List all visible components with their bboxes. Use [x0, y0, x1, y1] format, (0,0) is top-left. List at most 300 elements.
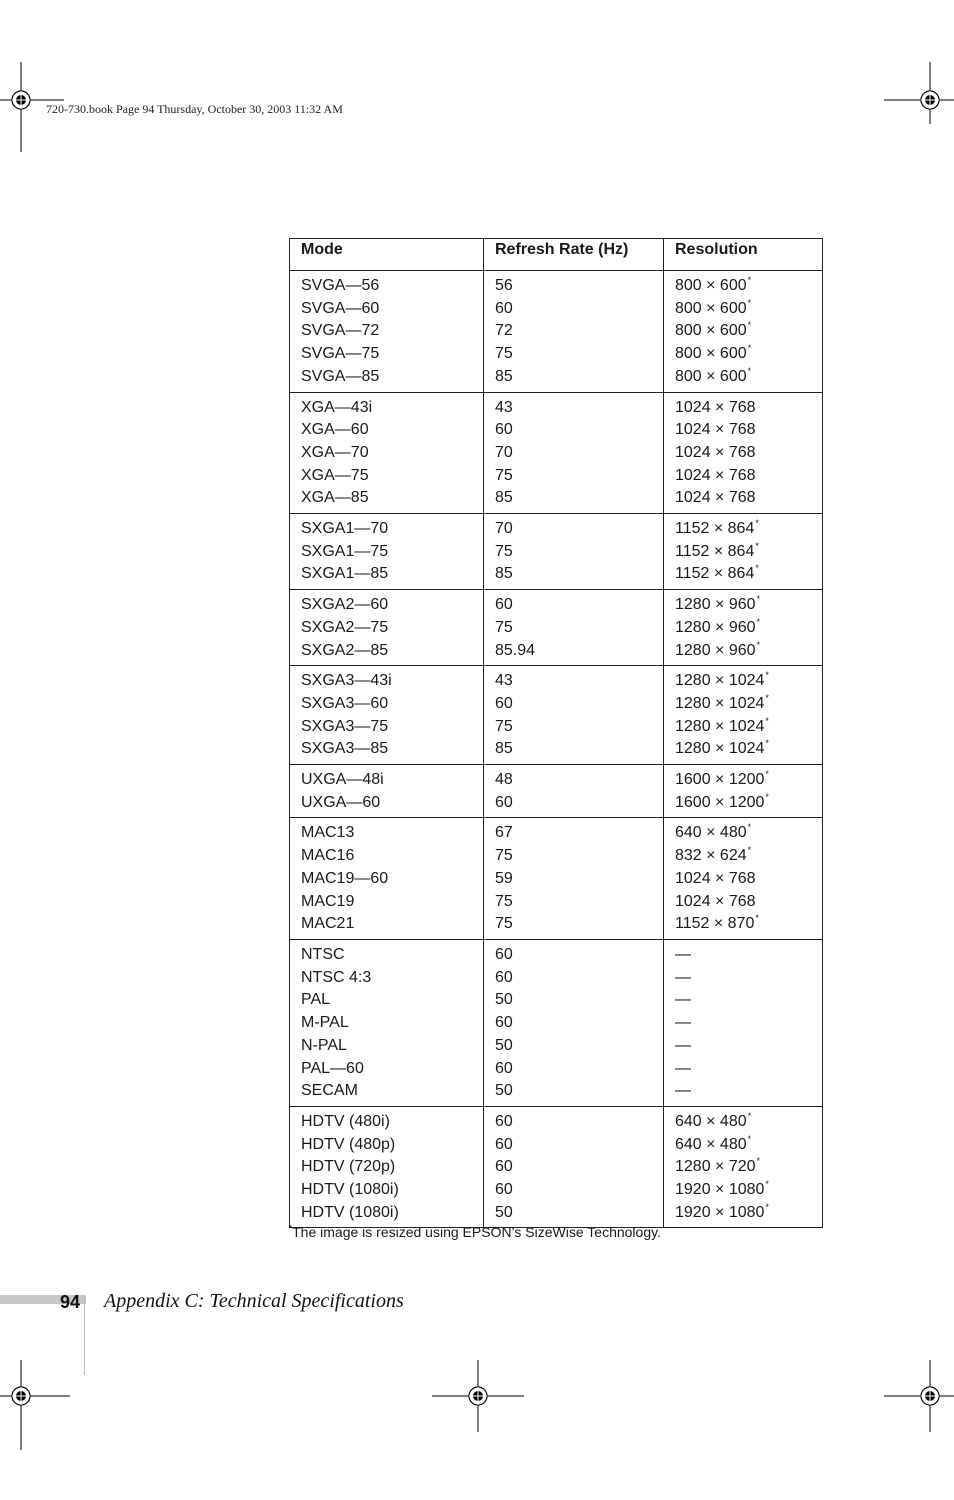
refresh-rate-value [495, 693, 657, 716]
resolution-text: 1280 × 1024 [675, 672, 765, 690]
mode-value [301, 1035, 477, 1058]
table-body [290, 271, 823, 1228]
refresh-rate-text: 85 [495, 740, 513, 758]
mode-text: SXGA3—60 [301, 694, 389, 712]
refresh-rate-text: 50 [495, 991, 513, 1009]
mode-text: SXGA1—70 [301, 520, 389, 538]
refresh-rate-value [495, 465, 657, 488]
resolution-cell [664, 666, 823, 765]
refresh-rate-text: 72 [495, 322, 513, 340]
sizewise-asterisk: * [747, 365, 752, 376]
mode-text: XGA—43i [301, 398, 373, 416]
mode-value [301, 670, 477, 693]
resolution-value [675, 298, 816, 321]
mode-value [301, 1134, 477, 1157]
sizewise-asterisk: * [765, 670, 769, 681]
sizewise-asterisk: * [747, 297, 752, 308]
sizewise-asterisk: * [756, 1156, 761, 1167]
mode-text: SXGA2—60 [301, 596, 389, 614]
table-row [290, 818, 823, 940]
mode-text: SXGA3—85 [301, 740, 389, 758]
resolution-text: 1152 × 864 [675, 542, 755, 560]
sizewise-asterisk: * [755, 540, 759, 551]
sizewise-asterisk: * [765, 738, 769, 749]
resolution-cell [664, 765, 823, 818]
refresh-rate-value [495, 738, 657, 761]
mode-text: SVGA—56 [301, 277, 380, 294]
mode-value [301, 868, 477, 891]
resolution-value [675, 822, 816, 845]
resolution-text: 1920 × 1080 [675, 1203, 765, 1221]
mode-cell [290, 1106, 484, 1228]
mode-text: SXGA3—75 [301, 717, 389, 735]
resolution-value [675, 769, 816, 792]
mode-text: NTSC [301, 945, 345, 963]
resolution-text: 1024 × 768 [675, 466, 756, 484]
refresh-rate-text: 85 [495, 489, 513, 507]
header-refresh-rate: Refresh Rate (Hz) [484, 239, 664, 271]
refresh-rate-value [495, 397, 657, 420]
resolution-text: 1280 × 1024 [675, 694, 765, 712]
resolution-value [675, 518, 816, 541]
resolution-cell [664, 514, 823, 590]
resolution-text: — [675, 1059, 691, 1077]
refresh-rate-value [495, 1179, 657, 1202]
resolution-text: 1152 × 864 [675, 565, 755, 583]
resolution-text: 800 × 600 [675, 367, 747, 385]
mode-value [301, 518, 477, 541]
header-mode: Mode [290, 239, 484, 271]
refresh-rate-text: 48 [495, 771, 513, 789]
refresh-rate-cell [484, 271, 664, 393]
resolution-text: 1600 × 1200 [675, 793, 765, 811]
mode-text: SVGA—85 [301, 367, 380, 385]
video-modes-table [289, 238, 823, 1228]
crop-mark-bottom-center [432, 1360, 524, 1440]
mode-value [301, 1202, 477, 1225]
refresh-rate-text: 85.94 [495, 641, 536, 659]
resolution-text: 1152 × 870 [675, 915, 755, 933]
mode-value [301, 320, 477, 343]
mode-value [301, 298, 477, 321]
page-number: 94 [60, 1292, 81, 1312]
refresh-rate-text: 50 [495, 1203, 513, 1221]
refresh-rate-text: 60 [495, 596, 513, 614]
mode-value [301, 989, 477, 1012]
mode-value [301, 792, 477, 815]
mode-value [301, 1012, 477, 1035]
refresh-rate-text: 60 [495, 421, 513, 439]
sizewise-asterisk: * [755, 518, 759, 529]
refresh-rate-text: 70 [495, 443, 513, 461]
resolution-value [675, 1179, 816, 1202]
refresh-rate-text: 60 [495, 1112, 513, 1130]
resolution-value [675, 716, 816, 739]
sizewise-asterisk: * [765, 769, 769, 780]
refresh-rate-value [495, 563, 657, 586]
resolution-value [675, 989, 816, 1012]
refresh-rate-value [495, 1202, 657, 1225]
resolution-cell [664, 939, 823, 1106]
resolution-text: 1280 × 960 [675, 618, 756, 636]
resolution-value [675, 320, 816, 343]
refresh-rate-value [495, 792, 657, 815]
mode-value [301, 442, 477, 465]
mode-text: HDTV (1080i) [301, 1181, 399, 1199]
resolution-text: 1280 × 960 [675, 596, 756, 614]
refresh-rate-text: 60 [495, 694, 513, 712]
sizewise-asterisk: * [747, 1133, 752, 1144]
resolution-value [675, 275, 816, 298]
mode-text: SXGA2—75 [301, 618, 389, 636]
resolution-text: 640 × 480 [675, 1112, 747, 1130]
refresh-rate-value [495, 1035, 657, 1058]
mode-value [301, 366, 477, 389]
crop-mark-top-right [884, 62, 954, 152]
refresh-rate-text: 60 [495, 945, 513, 963]
mode-text: SXGA1—85 [301, 565, 389, 583]
mode-cell [290, 818, 484, 940]
mode-value [301, 419, 477, 442]
refresh-rate-value [495, 1134, 657, 1157]
mode-cell [290, 271, 484, 393]
mode-text: XGA—75 [301, 466, 369, 484]
resolution-text: 832 × 624 [675, 847, 747, 865]
mode-text: XGA—60 [301, 421, 369, 439]
refresh-rate-cell [484, 939, 664, 1106]
refresh-rate-value [495, 343, 657, 366]
mode-text: XGA—70 [301, 443, 369, 461]
mode-text: UXGA—60 [301, 793, 381, 811]
refresh-rate-text: 50 [495, 1036, 513, 1054]
resolution-value [675, 670, 816, 693]
resolution-text: 1280 × 720 [675, 1158, 756, 1176]
refresh-rate-value [495, 518, 657, 541]
mode-text: NTSC 4:3 [301, 968, 372, 986]
resolution-value [675, 487, 816, 510]
refresh-rate-text: 60 [495, 793, 513, 811]
mode-text: SXGA1—75 [301, 542, 389, 560]
refresh-rate-cell [484, 590, 664, 666]
sizewise-asterisk: * [765, 1179, 769, 1190]
resolution-text: 1024 × 768 [675, 443, 756, 461]
resolution-text: 1024 × 768 [675, 421, 756, 439]
resolution-value [675, 1035, 816, 1058]
refresh-rate-cell [484, 1106, 664, 1228]
mode-value [301, 343, 477, 366]
refresh-rate-cell [484, 392, 664, 514]
table-row [290, 514, 823, 590]
resolution-cell [664, 392, 823, 514]
print-slug: 720-730.book Page 94 Thursday, October 30, 2003 11:32 AM [46, 102, 343, 116]
resolution-value [675, 1111, 816, 1134]
resolution-text: — [675, 991, 691, 1009]
resolution-value [675, 1202, 816, 1225]
mode-cell [290, 514, 484, 590]
resolution-value [675, 594, 816, 617]
mode-value [301, 1111, 477, 1134]
refresh-rate-cell [484, 666, 664, 765]
mode-value [301, 541, 477, 564]
mode-value [301, 1058, 477, 1081]
mode-text: MAC21 [301, 915, 355, 933]
sizewise-asterisk: * [747, 320, 752, 331]
refresh-rate-value [495, 891, 657, 914]
resolution-value [675, 343, 816, 366]
table-header-row [290, 239, 823, 271]
resolution-text: — [675, 1082, 691, 1100]
resolution-text: 1024 × 768 [675, 892, 756, 910]
refresh-rate-value [495, 640, 657, 663]
mode-value [301, 640, 477, 663]
mode-text: M-PAL [301, 1014, 349, 1032]
refresh-rate-value [495, 419, 657, 442]
resolution-value [675, 1058, 816, 1081]
refresh-rate-text: 75 [495, 345, 513, 363]
mode-text: N-PAL [301, 1036, 347, 1054]
resolution-text: 1280 × 1024 [675, 717, 765, 735]
sizewise-asterisk: * [747, 275, 752, 285]
resolution-cell [664, 271, 823, 393]
sizewise-asterisk: * [747, 343, 752, 354]
refresh-rate-value [495, 716, 657, 739]
table-row [290, 392, 823, 514]
mode-text: HDTV (480i) [301, 1112, 390, 1130]
refresh-rate-value [495, 541, 657, 564]
mode-text: SECAM [301, 1082, 358, 1100]
refresh-rate-value [495, 989, 657, 1012]
refresh-rate-text: 43 [495, 398, 513, 416]
resolution-text: 1024 × 768 [675, 489, 756, 507]
refresh-rate-text: 75 [495, 542, 513, 560]
refresh-rate-value [495, 617, 657, 640]
sizewise-asterisk: * [765, 715, 769, 726]
refresh-rate-value [495, 442, 657, 465]
refresh-rate-value [495, 769, 657, 792]
refresh-rate-value [495, 670, 657, 693]
mode-value [301, 845, 477, 868]
sizewise-asterisk: * [765, 692, 769, 703]
mode-cell [290, 666, 484, 765]
resolution-cell [664, 590, 823, 666]
mode-value [301, 822, 477, 845]
mode-cell [290, 590, 484, 666]
resolution-text: 1600 × 1200 [675, 771, 765, 789]
table-row [290, 666, 823, 765]
table-row [290, 765, 823, 818]
refresh-rate-value [495, 822, 657, 845]
mode-value [301, 693, 477, 716]
refresh-rate-value [495, 868, 657, 891]
mode-value [301, 487, 477, 510]
refresh-rate-text: 43 [495, 672, 513, 690]
resolution-value [675, 366, 816, 389]
refresh-rate-text: 56 [495, 277, 513, 294]
resolution-text: 1280 × 960 [675, 641, 756, 659]
resolution-value [675, 944, 816, 967]
crop-mark-bottom-left [0, 1360, 70, 1450]
refresh-rate-text: 50 [495, 1082, 513, 1100]
resolution-text: 800 × 600 [675, 322, 747, 340]
refresh-rate-value [495, 298, 657, 321]
sizewise-asterisk: * [747, 845, 752, 856]
mode-text: HDTV (480p) [301, 1135, 396, 1153]
footer-chapter-title: Appendix C: Technical Specifications [104, 1290, 404, 1312]
refresh-rate-text: 75 [495, 618, 513, 636]
footer-divider [84, 1295, 85, 1375]
resolution-value [675, 1012, 816, 1035]
refresh-rate-text: 60 [495, 1158, 513, 1176]
sizewise-asterisk: * [765, 1201, 769, 1212]
table-row [290, 271, 823, 393]
mode-text: UXGA—48i [301, 771, 384, 789]
refresh-rate-cell [484, 818, 664, 940]
mode-value [301, 594, 477, 617]
mode-value [301, 944, 477, 967]
mode-cell [290, 392, 484, 514]
resolution-text: 800 × 600 [675, 277, 747, 294]
mode-text: PAL—60 [301, 1059, 364, 1077]
resolution-text: — [675, 1036, 691, 1054]
refresh-rate-value [495, 1058, 657, 1081]
refresh-rate-text: 75 [495, 466, 513, 484]
refresh-rate-text: 60 [495, 968, 513, 986]
table-row [290, 590, 823, 666]
resolution-value [675, 1080, 816, 1103]
mode-text: MAC19 [301, 892, 355, 910]
resolution-value [675, 397, 816, 420]
mode-text: MAC13 [301, 824, 355, 842]
refresh-rate-text: 60 [495, 1181, 513, 1199]
resolution-value [675, 868, 816, 891]
resolution-value [675, 913, 816, 936]
resolution-value [675, 541, 816, 564]
resolution-text: — [675, 945, 691, 963]
mode-text: SVGA—60 [301, 299, 380, 317]
refresh-rate-value [495, 594, 657, 617]
refresh-rate-text: 75 [495, 892, 513, 910]
sizewise-asterisk: * [756, 594, 761, 605]
resolution-value [675, 617, 816, 640]
mode-value [301, 716, 477, 739]
mode-value [301, 465, 477, 488]
mode-text: PAL [301, 991, 331, 1009]
resolution-value [675, 465, 816, 488]
sizewise-asterisk: * [765, 791, 769, 802]
resolution-cell [664, 818, 823, 940]
mode-value [301, 397, 477, 420]
resolution-value [675, 1134, 816, 1157]
resolution-value [675, 891, 816, 914]
mode-value [301, 769, 477, 792]
crop-mark-bottom-right [884, 1360, 954, 1440]
mode-value [301, 738, 477, 761]
resolution-text: 1024 × 768 [675, 398, 756, 416]
refresh-rate-value [495, 275, 657, 298]
refresh-rate-text: 85 [495, 565, 513, 583]
resolution-text: 1280 × 1024 [675, 740, 765, 758]
resolution-text: 640 × 480 [675, 824, 747, 842]
resolution-text: 800 × 600 [675, 345, 747, 363]
refresh-rate-text: 75 [495, 847, 513, 865]
mode-value [301, 1156, 477, 1179]
sizewise-asterisk: * [747, 822, 752, 833]
resolution-value [675, 640, 816, 663]
resolution-value [675, 738, 816, 761]
refresh-rate-value [495, 366, 657, 389]
mode-text: SXGA3—43i [301, 672, 392, 690]
mode-text: HDTV (720p) [301, 1158, 396, 1176]
refresh-rate-value [495, 1111, 657, 1134]
refresh-rate-text: 67 [495, 824, 513, 842]
resolution-text: 1152 × 864 [675, 520, 755, 538]
mode-cell [290, 939, 484, 1106]
refresh-rate-text: 85 [495, 367, 513, 385]
table-row [290, 939, 823, 1106]
mode-text: SVGA—75 [301, 345, 380, 363]
footnote-mark: * [289, 1224, 293, 1233]
mode-value [301, 617, 477, 640]
resolution-value [675, 1156, 816, 1179]
mode-value [301, 275, 477, 298]
resolution-text: 1024 × 768 [675, 869, 756, 887]
mode-value [301, 891, 477, 914]
resolution-value [675, 792, 816, 815]
refresh-rate-value [495, 487, 657, 510]
mode-text: SXGA2—85 [301, 641, 389, 659]
mode-text: MAC19—60 [301, 869, 389, 887]
table-footnote [289, 1224, 661, 1240]
sizewise-asterisk: * [755, 913, 759, 924]
mode-value [301, 1080, 477, 1103]
refresh-rate-value [495, 944, 657, 967]
refresh-rate-value [495, 320, 657, 343]
sizewise-asterisk: * [756, 616, 761, 627]
refresh-rate-value [495, 913, 657, 936]
resolution-text: — [675, 1014, 691, 1032]
refresh-rate-text: 59 [495, 869, 513, 887]
mode-cell [290, 765, 484, 818]
refresh-rate-text: 70 [495, 520, 513, 538]
mode-value [301, 1179, 477, 1202]
resolution-text: 1920 × 1080 [675, 1181, 765, 1199]
refresh-rate-value [495, 1012, 657, 1035]
sizewise-asterisk: * [755, 563, 759, 574]
refresh-rate-text: 60 [495, 1059, 513, 1077]
table-row [290, 1106, 823, 1228]
mode-text: HDTV (1080i) [301, 1203, 399, 1221]
mode-text: MAC16 [301, 847, 355, 865]
mode-value [301, 913, 477, 936]
resolution-value [675, 693, 816, 716]
refresh-rate-value [495, 1156, 657, 1179]
resolution-value [675, 563, 816, 586]
header-resolution: Resolution [664, 239, 823, 271]
refresh-rate-cell [484, 514, 664, 590]
mode-text: SVGA—72 [301, 322, 380, 340]
resolution-value [675, 845, 816, 868]
refresh-rate-value [495, 845, 657, 868]
resolution-value [675, 442, 816, 465]
resolution-cell [664, 1106, 823, 1228]
mode-text: XGA—85 [301, 489, 369, 507]
resolution-text: 640 × 480 [675, 1135, 747, 1153]
refresh-rate-value [495, 1080, 657, 1103]
resolution-value [675, 419, 816, 442]
refresh-rate-text: 60 [495, 1014, 513, 1032]
refresh-rate-text: 60 [495, 1135, 513, 1153]
sizewise-asterisk: * [747, 1110, 752, 1121]
